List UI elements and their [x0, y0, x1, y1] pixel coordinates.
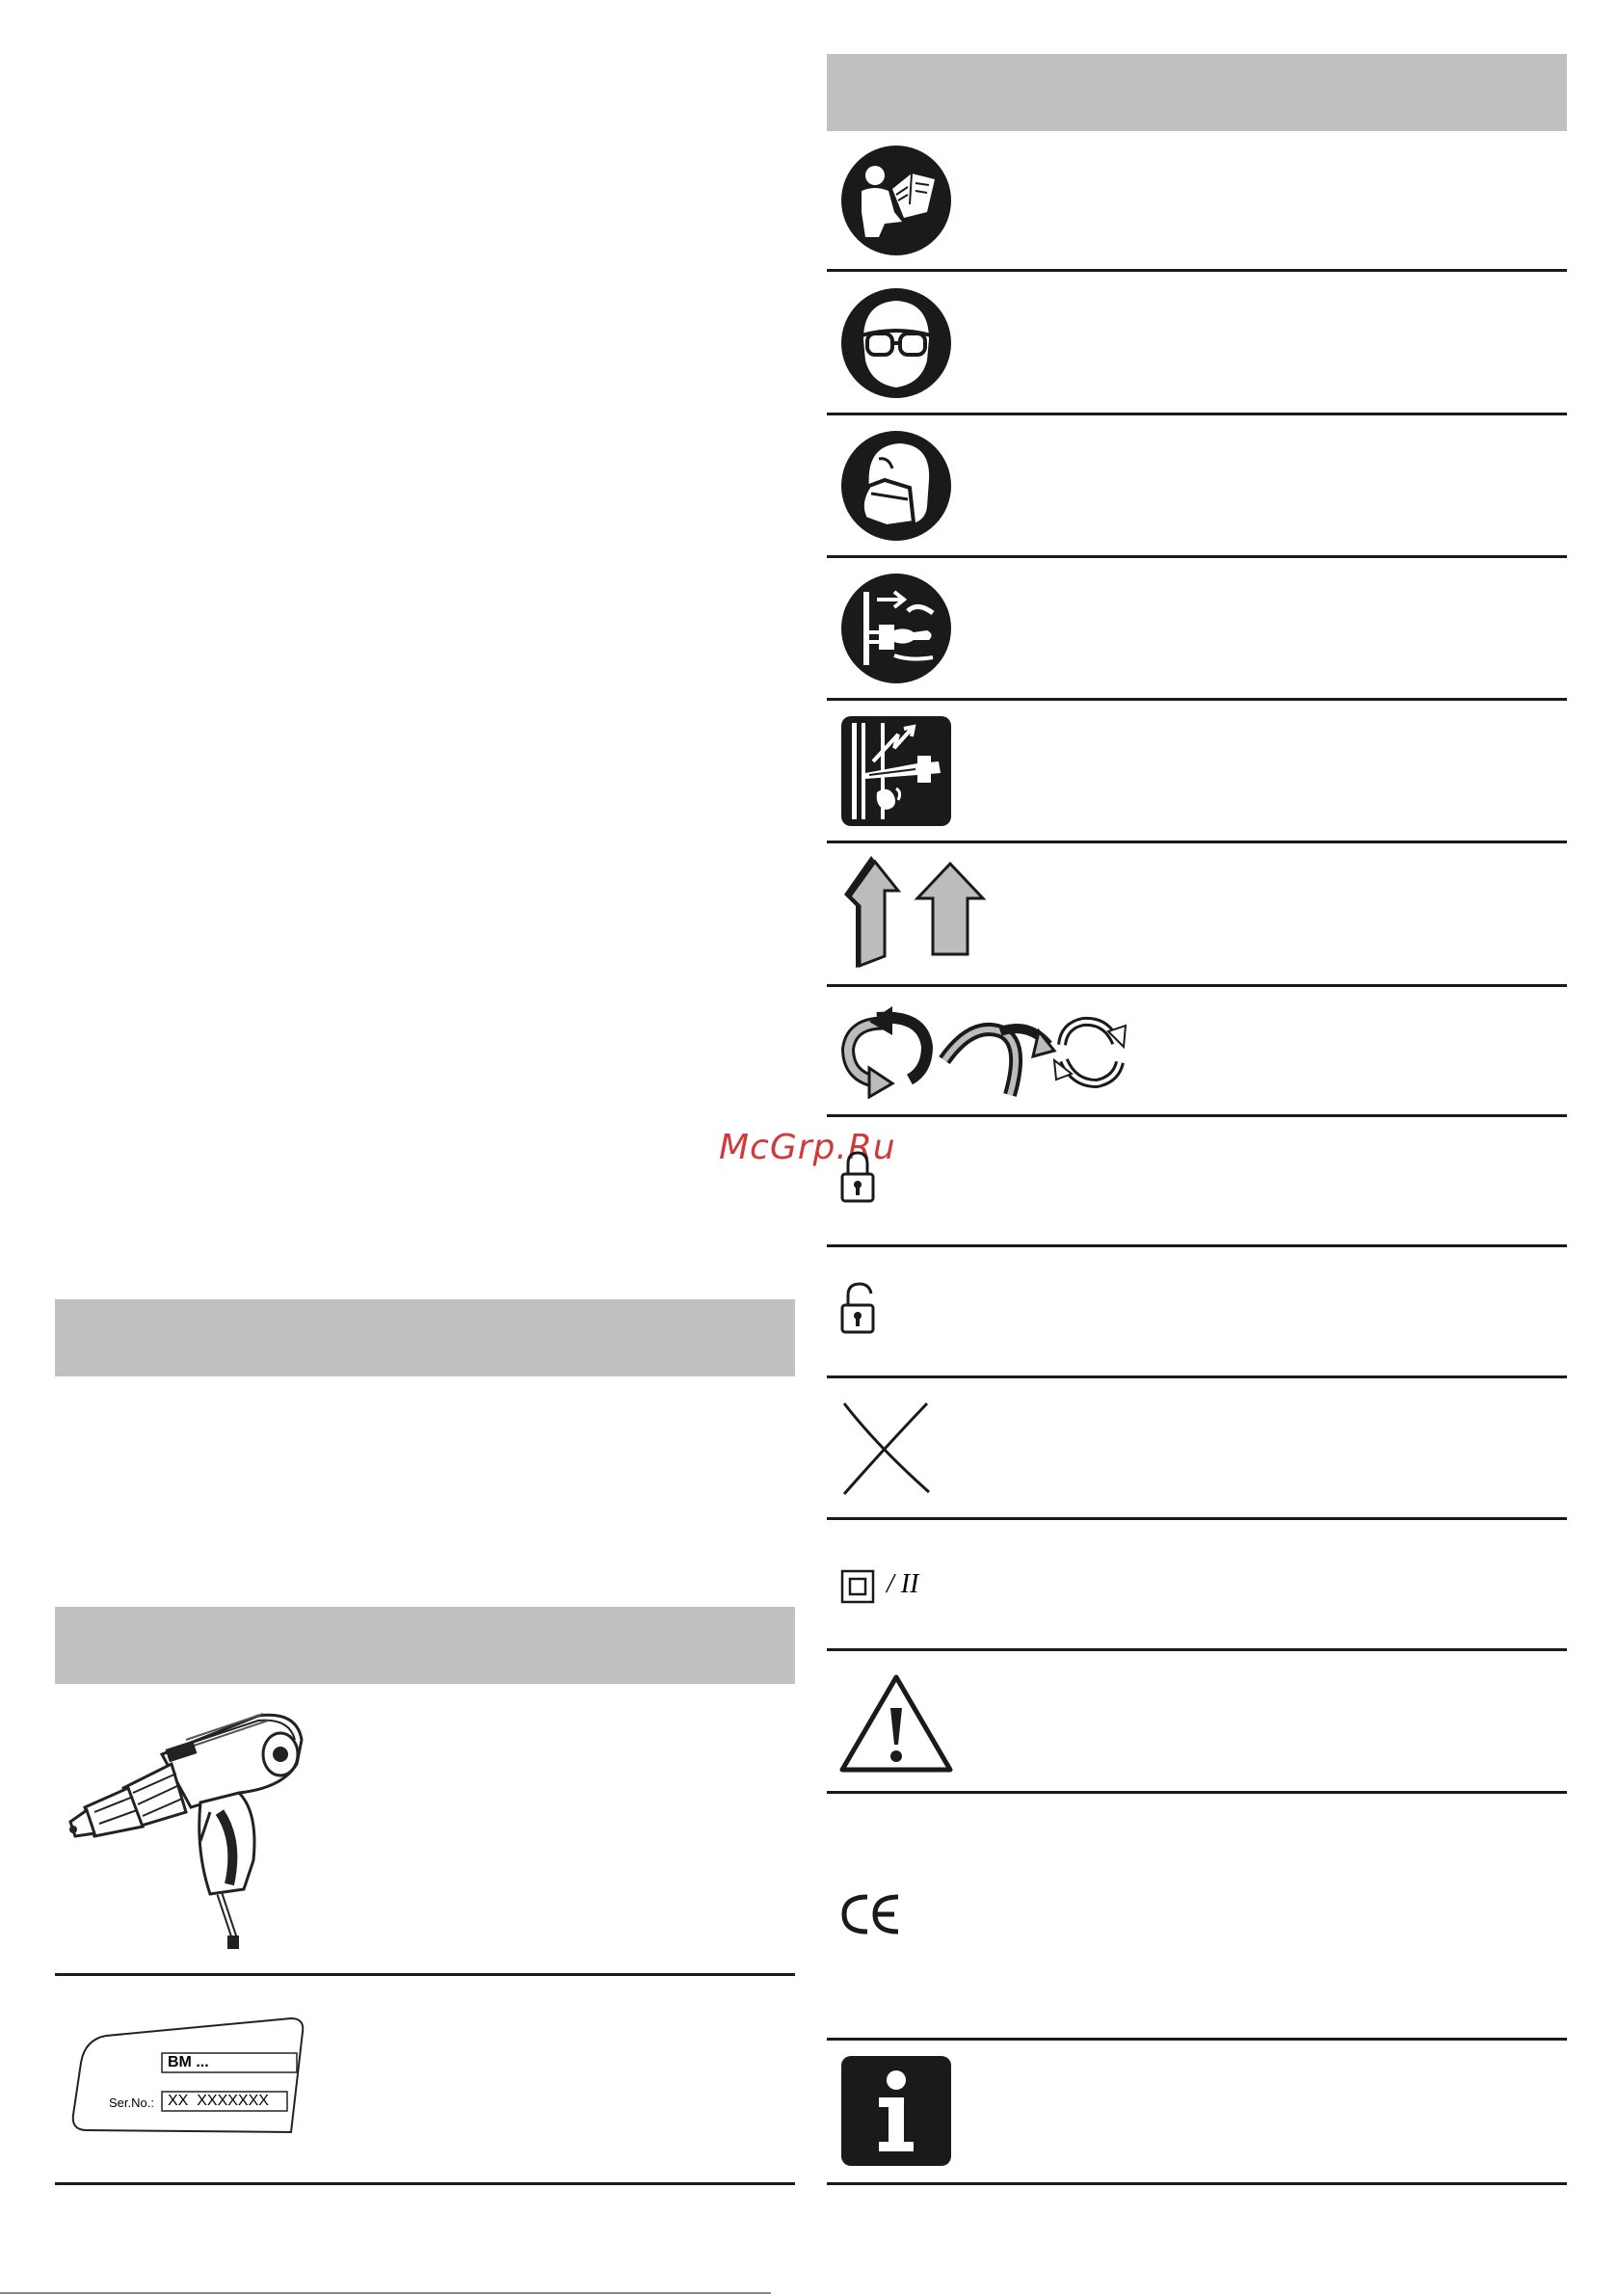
hidden-cables-pipes-icon — [840, 715, 952, 832]
lock-open-icon — [838, 1280, 881, 1345]
warning-triangle-icon — [838, 1673, 954, 1778]
rotation-direction-icon — [836, 1002, 1145, 1104]
watermark: McGrp.Ru — [719, 1128, 896, 1167]
drill-illustration — [66, 1696, 306, 1957]
left-section-header-2 — [55, 1607, 795, 1684]
right-divider-12 — [827, 1791, 1567, 1794]
cross-icon — [838, 1398, 935, 1503]
right-divider-10 — [827, 1517, 1567, 1520]
right-divider-7 — [827, 1114, 1567, 1117]
lock-closed-icon — [838, 1151, 877, 1214]
protection-class-icon — [840, 1569, 875, 1609]
right-divider-8 — [827, 1244, 1567, 1247]
rating-plate-serial-label: Ser.No.: — [109, 2096, 154, 2110]
rating-plate-serial-value: XX XXXXXXX — [168, 2093, 269, 2109]
right-divider-5 — [827, 841, 1567, 843]
left-divider-1 — [55, 1973, 795, 1976]
safety-goggles-icon — [840, 287, 952, 404]
page-bottom-line — [0, 2292, 771, 2294]
protection-class-text: / II — [887, 1569, 919, 1599]
left-divider-2 — [55, 2182, 795, 2185]
right-divider-1 — [827, 269, 1567, 272]
right-divider-4 — [827, 698, 1567, 701]
ce-mark-icon — [838, 1891, 902, 1942]
right-divider-2 — [827, 413, 1567, 415]
right-divider-3 — [827, 555, 1567, 558]
right-divider-11 — [827, 1648, 1567, 1651]
right-section-header — [827, 54, 1567, 131]
right-divider-14 — [827, 2182, 1567, 2185]
unplug-icon — [840, 573, 952, 689]
right-divider-13 — [827, 2038, 1567, 2041]
right-divider-9 — [827, 1375, 1567, 1378]
switch-arrows-icon — [840, 852, 1004, 976]
info-icon — [840, 2055, 952, 2167]
rating-plate-illustration — [67, 2015, 308, 2140]
left-section-header-1 — [55, 1299, 795, 1376]
right-divider-6 — [827, 984, 1567, 987]
dust-mask-icon — [840, 430, 952, 547]
rating-plate-model: BM ... — [168, 2054, 209, 2070]
read-manual-icon — [840, 145, 952, 261]
